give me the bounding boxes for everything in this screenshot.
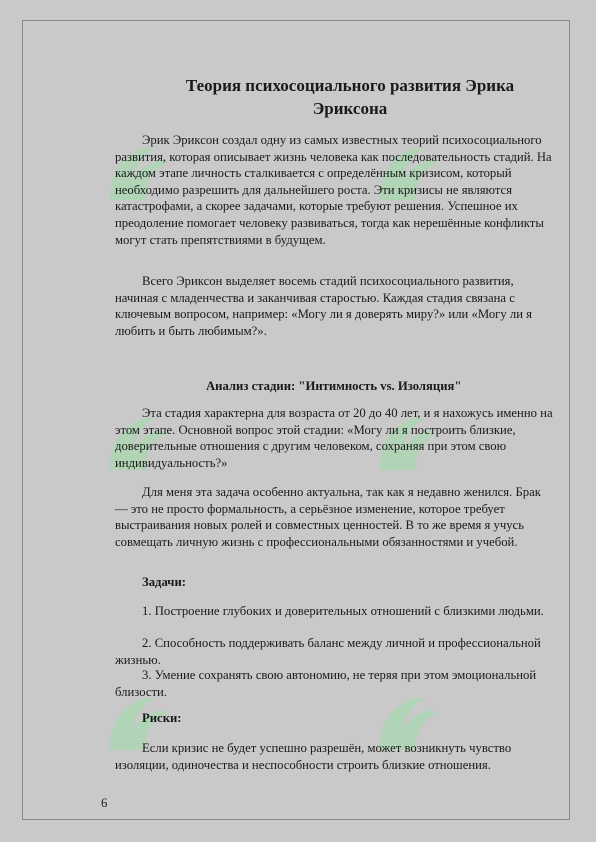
page-number: 6	[101, 796, 108, 810]
title-line-1: Теория психосоциального развития Эрика	[185, 76, 515, 95]
paragraph-risks: Если кризис не будет успешно разрешён, может возникнуть чувство изоляции, одиночества и неспособности строить близкие отношения.	[115, 741, 512, 772]
paragraph-personal: Для меня эта задача особенно актуальна, так как я недавно женился. Брак — это не просто формальность, а серьёзное изменение, которое требует выстраивания новых ролей и совместных ценностей. В то же время я учусь совмещать личную жизнь с профессиональными обязанностями и учебой.	[115, 485, 541, 549]
paragraph-stage-description: Эта стадия характерна для возраста от 20 до 40 лет, и я нахожусь именно на этом этапе. Основной вопрос этой стадии: «Могу ли я построить близкие, доверительные отношения с другим человеком, сохраняя при этом свою индивидуальность?»	[115, 406, 553, 470]
paragraph-intro: Эрик Эриксон создал одну из самых известных теорий психосоциального развития, которая описывает жизнь человека как последовательность стадий. На каждом этапе личность сталкивается с определённым кризисом, который необходимо разрешить для дальнейшего роста. Эти кризисы не являются катастрофами, а скорее задачами, которые требуют решения. Успешное их преодоление помогает человеку развиваться, тогда как нерешённые конфликты могут стать препятствиями в будущем.	[115, 133, 552, 247]
title-line-2: Эриксона	[312, 99, 388, 118]
risks-heading: Риски:	[142, 711, 182, 725]
tasks-heading: Задачи:	[142, 575, 186, 589]
page-title	[166, 74, 534, 120]
task-item-1: 1. Построение глубоких и доверительных отношений с близкими людьми.	[142, 604, 544, 618]
task-item-2: 2. Способность поддерживать баланс между личной и профессиональной жизнью.	[115, 636, 541, 667]
task-item-3: 3. Умение сохранять свою автономию, не теряя при этом эмоциональной близости.	[115, 668, 537, 699]
section-heading: Анализ стадии: "Интимность vs. Изоляция"	[206, 379, 462, 393]
paragraph-stages: Всего Эриксон выделяет восемь стадий психосоциального развития, начиная с младенчества и заканчивая старостью. Каждая стадия связана с ключевым вопросом, например: «Могу ли я доверять миру?» или «Могу ли я любить и быть любимым?».	[115, 274, 533, 338]
